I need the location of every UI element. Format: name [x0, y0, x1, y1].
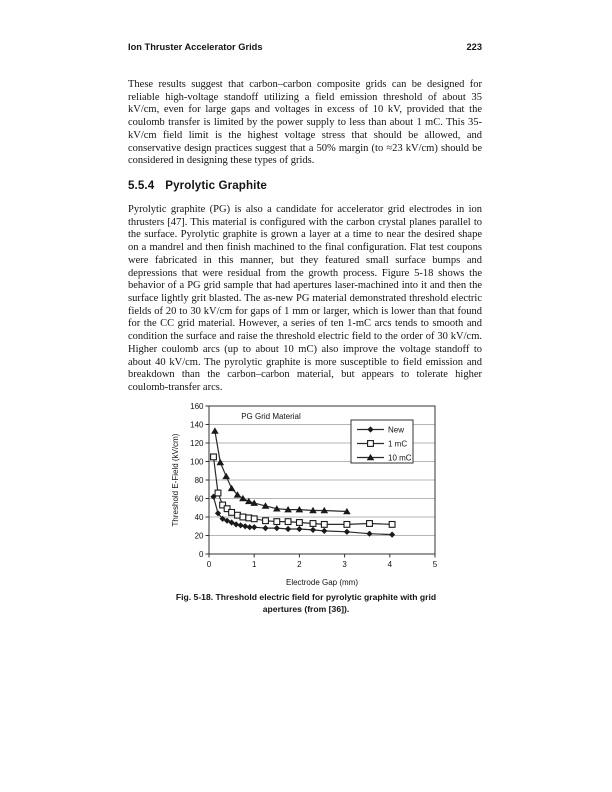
svg-text:2: 2	[297, 560, 302, 569]
running-header-title: Ion Thruster Accelerator Grids	[128, 42, 263, 52]
svg-text:0: 0	[199, 549, 204, 559]
svg-text:PG Grid Material: PG Grid Material	[241, 412, 301, 421]
svg-text:4: 4	[387, 560, 393, 569]
svg-text:20: 20	[194, 531, 204, 541]
section-title: Pyrolytic Graphite	[165, 179, 267, 192]
svg-text:5: 5	[432, 560, 438, 569]
section-number: 5.5.4	[128, 179, 155, 192]
svg-text:140: 140	[190, 420, 204, 430]
figure-caption	[146, 592, 466, 615]
svg-text:1: 1	[251, 560, 257, 569]
svg-text:Threshold E-Field (kV/cm): Threshold E-Field (kV/cm)	[171, 433, 180, 527]
svg-text:120: 120	[190, 438, 204, 448]
svg-text:100: 100	[190, 457, 204, 467]
svg-text:40: 40	[194, 512, 204, 522]
svg-text:Electrode Gap (mm): Electrode Gap (mm)	[285, 578, 359, 587]
running-header	[128, 42, 482, 52]
svg-text:1 mC: 1 mC	[388, 439, 408, 449]
svg-text:0: 0	[206, 560, 212, 569]
svg-text:80: 80	[194, 475, 204, 485]
svg-text:New: New	[388, 425, 405, 435]
paragraph-pyrolytic-graphite: Pyrolytic graphite (PG) is also a candidate for accelerator grid electrodes in ion thrusters [47]. This material is configured with the carbon crystal planes parallel to the surface. Pyrolytic graphite is grown a layer at a time to near the desired shape on a mandrel and then finish machined to the final configuration. Flat test coupons were fabricated in this manner, but they featured small surface bumps and depressions that were residual from the growth process. Figure 5-18 shows the behavior of a PG grid sample that had apertures laser-machined into it and then the surface lightly grit blasted. The as-new PG material demonstrated threshold electric fields of 20 to 30 kV/cm for gaps of 1 mm or larger, which is lower than that found for the CC grid material. However, a series of ten 1-mC arcs tends to smooth and condition the surface and raise the threshold electric field to the order of 30 kV/cm. Higher coulomb arcs (up to about 10 mC) also improve the voltage standoff to about 40 kV/cm. The pyrolytic graphite is more susceptible to field emission and breakdown than the carbon–carbon material, but appears to tolerate higher coulomb-transfer arcs.	[128, 204, 482, 394]
svg-text:160: 160	[190, 401, 204, 411]
figure-caption-text: Fig. 5-18. Threshold electric field for pyrolytic graphite with grid apertures (from [36]).	[175, 592, 437, 614]
svg-text:60: 60	[194, 494, 204, 504]
svg-text:3: 3	[342, 560, 347, 569]
threshold-efield-chart	[158, 397, 450, 591]
paragraph-results: These results suggest that carbon–carbon composite grids can be designed for reliable high-voltage standoff utilizing a field emission threshold of about 35 kV/cm, even for large gaps and voltages in excess of 10 kV, provided that the coulomb transfer is limited by the power supply to less than about 1 mC. This 35-kV/cm field limit is the highest voltage stress that should be allowed, and conservative design practices suggest that a 50% margin (to ≈23 kV/cm) should be considered in designing these types of grids.	[128, 79, 482, 167]
svg-text:10 mC: 10 mC	[388, 453, 412, 463]
section-heading	[128, 179, 267, 192]
page-number: 223	[466, 42, 482, 52]
